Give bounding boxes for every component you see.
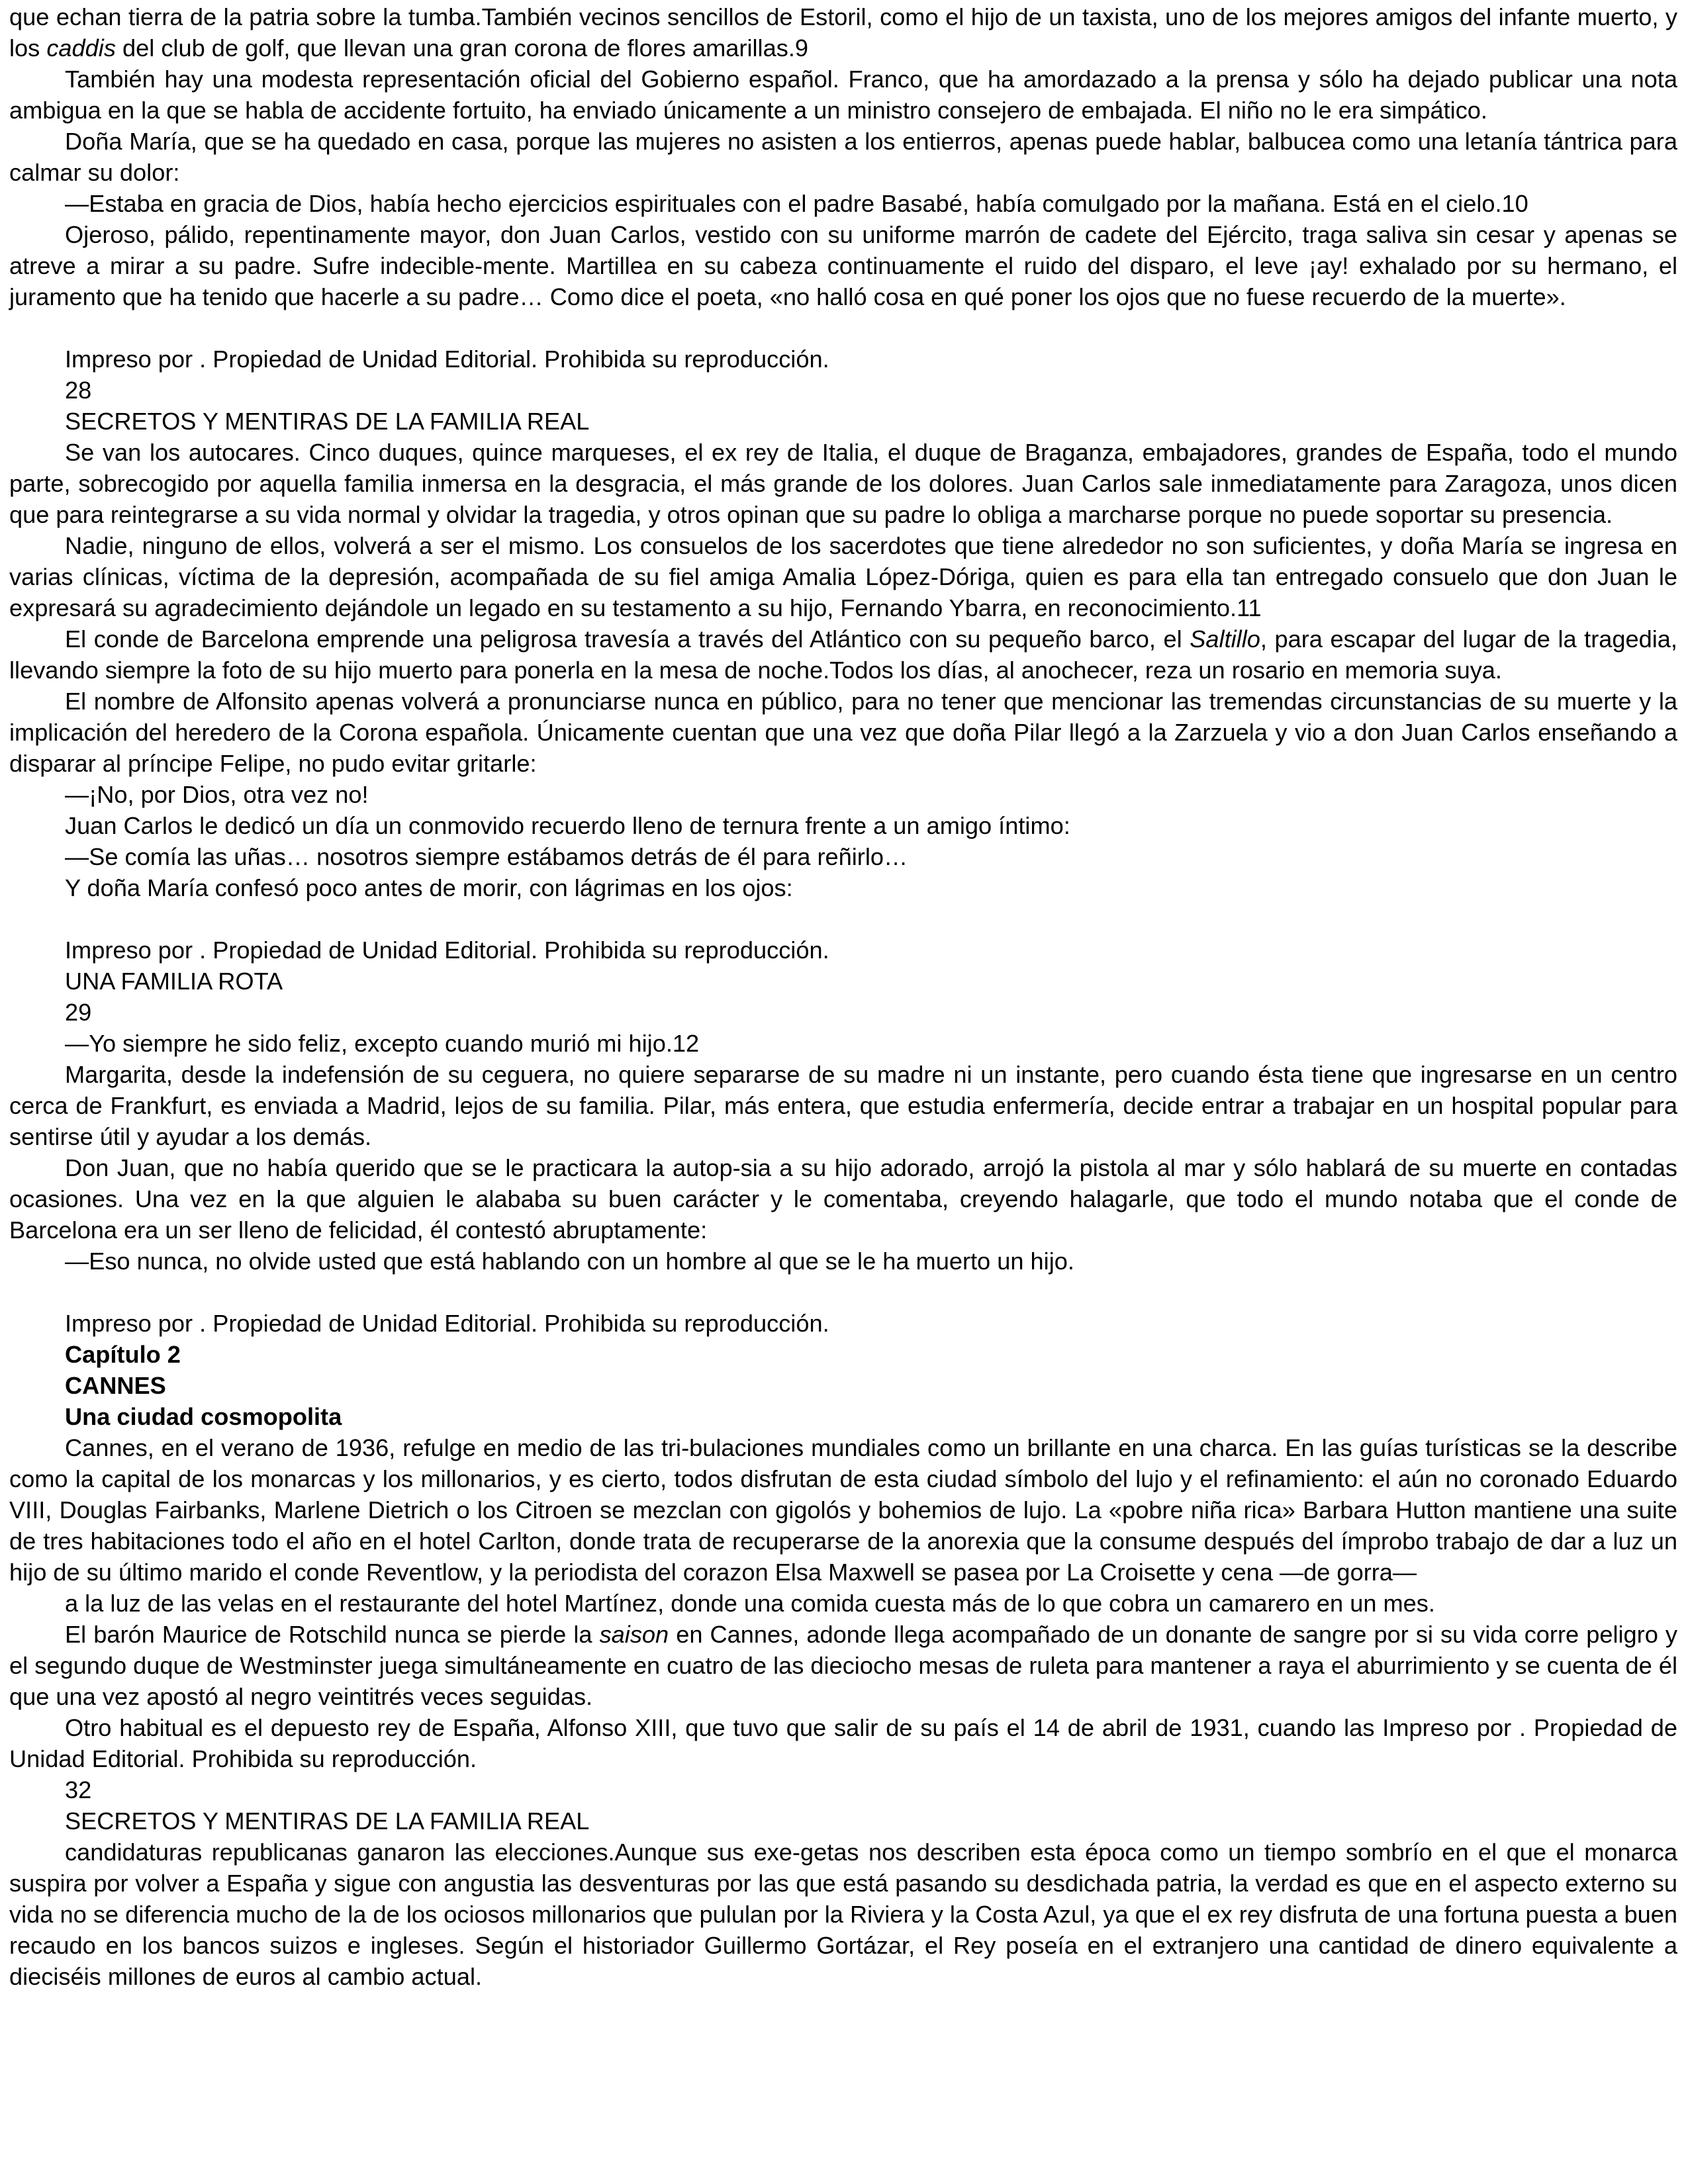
indented-line	[9, 375, 1677, 406]
text-run: Se van los autocares. Cinco duques, quince marqueses, el ex rey de Italia, el duque de Braganza, embajadores, grandes de España, todo el mundo parte, sobrecogido por aquella familia inmersa en la desgracia, el más grande de los dolores. Juan Carlos sale inmediatamente para Zaragoza, unos dicen que para reintegrarse a su vida normal y olvidar la tragedia, y otros opinan que su padre lo obliga a marcharse porque no puede soportar su presencia.	[9, 439, 1677, 528]
text-run: Impreso por . Propiedad de Unidad Editorial. Prohibida su reproducción.	[65, 345, 829, 373]
body-paragraph	[9, 530, 1677, 623]
body-paragraph	[9, 1152, 1677, 1246]
indented-line	[9, 1588, 1677, 1619]
text-run: Juan Carlos le dedicó un día un conmovido recuerdo lleno de ternura frente a un amigo íntimo:	[65, 812, 1070, 839]
body-paragraph	[9, 437, 1677, 530]
text-run: El conde de Barcelona emprende una peligrosa travesía a través del Atlántico con su pequeño barco, el	[65, 625, 1190, 653]
italic-text: Saltillo	[1190, 625, 1260, 653]
text-run: CANNES	[65, 1372, 166, 1399]
text-run: También hay una modesta representación oficial del Gobierno español. Franco, que ha amordazado a la prensa y sólo ha dejado publicar una nota ambigua en la que se habla de accidente fortuito, ha enviado únicamente a un ministro consejero de embajada. El niño no le era simpático.	[9, 66, 1677, 124]
text-run: Ojeroso, pálido, repentinamente mayor, don Juan Carlos, vestido con su uniforme marrón de cadete del Ejército, traga saliva sin cesar y apenas se atreve a mirar a su padre. Sufre indecible-mente. Martillea en su cabeza continuamente el ruido del disparo, el leve ¡ay! exhalado por su hermano, el juramento que ha tenido que hacerle a su padre… Como dice el poeta, «no halló cosa en qué poner los ojos que no fuese recuerdo de la muerte».	[9, 221, 1677, 310]
body-paragraph	[9, 1432, 1677, 1588]
indented-line	[9, 343, 1677, 375]
text-run: 28	[65, 377, 92, 404]
section-spacer	[9, 312, 1677, 343]
text-run: en Cannes, adonde llega acompañado de un donante de sangre por si su vida corre peligro y el segundo duque de Westminster juega simultáneamente en cuatro de las dieciocho mesas de ruleta para mantener a raya el aburrimiento y se cuenta de él que una vez apostó al negro veintitrés veces seguidas.	[9, 1621, 1677, 1710]
body-paragraph	[9, 1, 1677, 64]
chapter-heading-line	[9, 1370, 1677, 1401]
chapter-heading-line	[9, 1339, 1677, 1370]
text-run: —Yo siempre he sido feliz, excepto cuando murió mi hijo.12	[65, 1030, 700, 1057]
text-run: Y doña María confesó poco antes de morir, con lágrimas en los ojos:	[65, 874, 793, 901]
text-run: Doña María, que se ha quedado en casa, porque las mujeres no asisten a los entierros, apenas puede hablar, balbucea como una letanía tántrica para calmar su dolor:	[9, 128, 1677, 186]
text-run: —¡No, por Dios, otra vez no!	[65, 781, 369, 808]
text-run: —Estaba en gracia de Dios, había hecho ejercicios espirituales con el padre Basabé, había comulgado por la mañana. Está en el cielo.10	[65, 190, 1528, 217]
body-paragraph	[9, 1837, 1677, 1992]
indented-line	[9, 1805, 1677, 1837]
text-run: Impreso por . Propiedad de Unidad Editorial. Prohibida su reproducción.	[65, 1310, 829, 1337]
indented-line	[9, 997, 1677, 1028]
body-paragraph	[9, 219, 1677, 312]
text-run: candidaturas republicanas ganaron las elecciones.Aunque sus exe-getas nos describen esta época como un tiempo sombrío en el que el monarca suspira por volver a España y sigue con angustia las desventuras por las que está pasando su desdichada patria, la verdad es que en el aspecto externo su vida no se diferencia mucho de la de los ociosos millonarios que pululan por la Riviera y la Costa Azul, ya que el ex rey disfruta de una fortuna puesta a buen recaudo en los bancos suizos e ingleses. Según el historiador Guillermo Gortázar, el Rey poseía en el extranjero una cantidad de dinero equivalente a dieciséis millones de euros al cambio actual.	[9, 1839, 1677, 1990]
book-page	[9, 1, 1677, 1992]
text-run: —Eso nunca, no olvide usted que está hablando con un hombre al que se le ha muerto un hijo.	[65, 1248, 1074, 1275]
text-run: —Se comía las uñas… nosotros siempre estábamos detrás de él para reñirlo…	[65, 843, 908, 870]
indented-line	[9, 872, 1677, 903]
text-run: El barón Maurice de Rotschild nunca se pierde la	[65, 1621, 600, 1648]
text-run: SECRETOS Y MENTIRAS DE LA FAMILIA REAL	[65, 408, 590, 435]
body-paragraph	[9, 126, 1677, 188]
text-run: que echan tierra de la patria sobre la tumba.También vecinos sencillos de Estoril, como el hijo de un taxista, uno de los mejores amigos del infante muerto, y los	[9, 3, 1677, 62]
text-run: UNA FAMILIA ROTA	[65, 968, 283, 995]
text-run: El nombre de Alfonsito apenas volverá a pronunciarse nunca en público, para no tener que mencionar las tremendas circunstancias de su muerte y la implicación del heredero de la Corona española. Únicamente cuentan que una vez que doña Pilar llegó a la Zarzuela y vio a don Juan Carlos enseñando a disparar al príncipe Felipe, no pudo evitar gritarle:	[9, 688, 1677, 777]
text-run: 32	[65, 1776, 92, 1803]
indented-line	[9, 1774, 1677, 1805]
text-run: Capítulo 2	[65, 1341, 181, 1368]
body-paragraph	[9, 1059, 1677, 1152]
indented-line	[9, 1246, 1677, 1277]
text-run: Nadie, ninguno de ellos, volverá a ser el mismo. Los consuelos de los sacerdotes que tiene alrededor no son suficientes, y doña María se ingresa en varias clínicas, víctima de la depresión, acompañada de su fiel amiga Amalia López-Dóriga, quien es para ella tan entregado consuelo que don Juan le expresará su agradecimiento dejándole un legado en su testamento a su hijo, Fernando Ybarra, en reconocimiento.11	[9, 532, 1677, 621]
section-spacer	[9, 903, 1677, 934]
body-paragraph	[9, 64, 1677, 126]
section-spacer	[9, 1277, 1677, 1308]
chapter-heading-line	[9, 1401, 1677, 1432]
indented-line	[9, 966, 1677, 997]
text-run: 29	[65, 999, 92, 1026]
italic-text: saison	[599, 1621, 669, 1648]
indented-line	[9, 188, 1677, 219]
text-run: Una ciudad cosmopolita	[65, 1403, 342, 1430]
text-run: Otro habitual es el depuesto rey de España, Alfonso XIII, que tuvo que salir de su país el 14 de abril de 1931, cuando las Impreso por . Propiedad de Unidad Editorial. Prohibida su reproducción.	[9, 1714, 1677, 1772]
italic-text: caddis	[46, 34, 116, 62]
indented-line	[9, 1308, 1677, 1339]
indented-line	[9, 810, 1677, 841]
text-run: Cannes, en el verano de 1936, refulge en medio de las tri-bulaciones mundiales como un brillante en una charca. En las guías turísticas se la describe como la capital de los monarcas y los millonarios, y es cierto, todos disfrutan de esta ciudad símbolo del lujo y el refinamiento: el aún no coronado Eduardo VIII, Douglas Fairbanks, Marlene Dietrich o los Citroen se mezclan con gigolós y bohemios de lujo. La «pobre niña rica» Barbara Hutton mantiene una suite de tres habitaciones todo el año en el hotel Carlton, donde trata de recuperarse de la anorexia que la consume después del ímprobo trabajo de dar a luz un hijo de su último marido el conde Reventlow, y la periodista del corazon Elsa Maxwell se pasea por La Croisette y cena —de gorra—	[9, 1434, 1677, 1586]
text-run: a la luz de las velas en el restaurante del hotel Martínez, donde una comida cuesta más de lo que cobra un camarero en un mes.	[65, 1590, 1435, 1617]
body-paragraph	[9, 1712, 1677, 1774]
indented-line	[9, 406, 1677, 437]
indented-line	[9, 779, 1677, 810]
indented-line	[9, 934, 1677, 966]
indented-line	[9, 841, 1677, 872]
body-paragraph	[9, 686, 1677, 779]
text-run: Margarita, desde la indefensión de su ceguera, no quiere separarse de su madre ni un instante, pero cuando ésta tiene que ingresarse en un centro cerca de Frankfurt, es enviada a Madrid, lejos de su familia. Pilar, más entera, que estudia enfermería, decide entrar a trabajar en un hospital popular para sentirse útil y ayudar a los demás.	[9, 1061, 1677, 1150]
text-run: SECRETOS Y MENTIRAS DE LA FAMILIA REAL	[65, 1807, 590, 1835]
body-paragraph	[9, 1619, 1677, 1712]
text-run: Impreso por . Propiedad de Unidad Editorial. Prohibida su reproducción.	[65, 936, 829, 964]
text-run: , para escapar del lugar de la tragedia, llevando siempre la foto de su hijo muerto para ponerla en la mesa de noche.Todos los días, al anochecer, reza un rosario en memoria suya.	[9, 625, 1677, 684]
text-run: del club de golf, que llevan una gran corona de flores amarillas.9	[115, 34, 809, 62]
indented-line	[9, 1028, 1677, 1059]
body-paragraph	[9, 623, 1677, 686]
text-run: Don Juan, que no había querido que se le practicara la autop-sia a su hijo adorado, arrojó la pistola al mar y sólo hablará de su muerte en contadas ocasiones. Una vez en la que alguien le alababa su buen carácter y le comentaba, creyendo halagarle, que todo el mundo notaba que el conde de Barcelona era un ser lleno de felicidad, él contestó abruptamente:	[9, 1154, 1677, 1244]
